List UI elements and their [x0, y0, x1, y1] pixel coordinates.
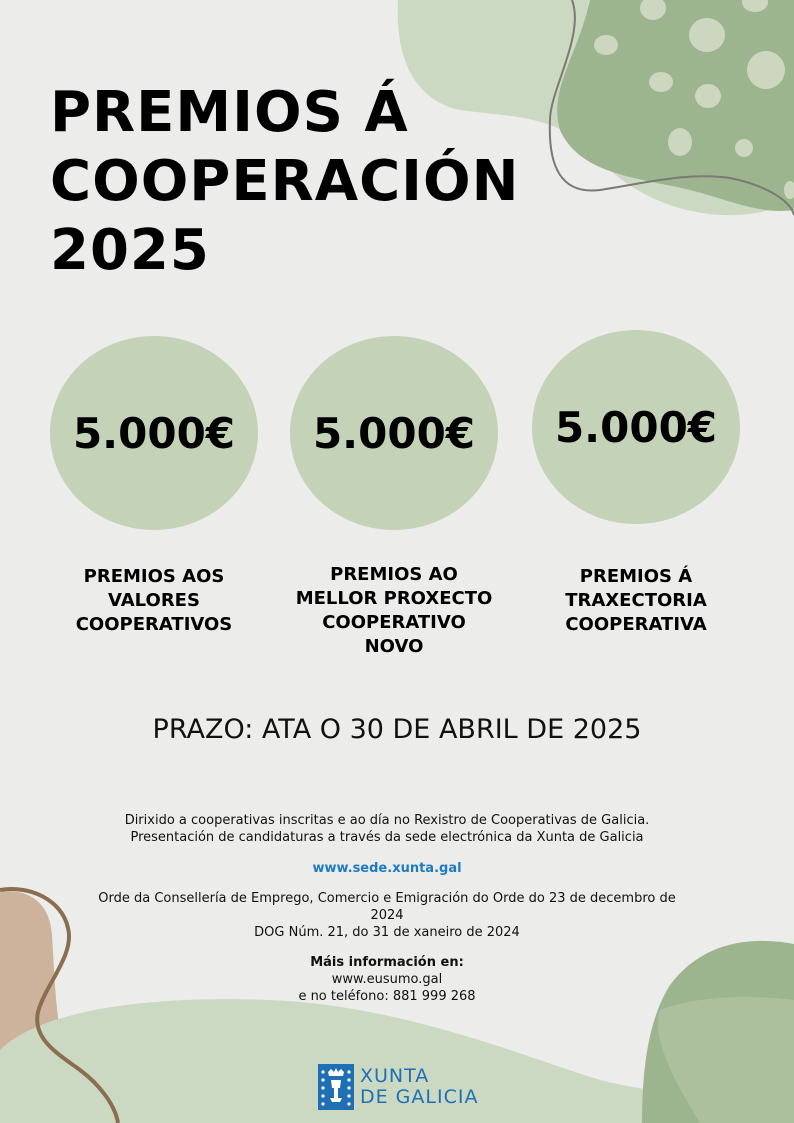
award-3-label	[516, 565, 756, 637]
xunta-logo-text	[360, 1066, 478, 1108]
award-2-label-line: NOVO	[364, 636, 424, 657]
award-3-label-line: COOPERATIVA	[565, 614, 707, 635]
award-1-label-line: PREMIOS AOS	[83, 566, 225, 587]
award-2-label-line: MELLOR PROXECTO	[295, 588, 493, 609]
award-2-label-line: COOPERATIVO	[322, 612, 466, 633]
more-info-heading: Máis información en:	[310, 955, 464, 970]
award-2-label	[274, 563, 514, 659]
sede-link[interactable]: www.sede.xunta.gal	[312, 861, 462, 876]
award-3-amount: 5.000€	[554, 402, 718, 452]
more-info-web: www.eusumo.gal	[331, 972, 443, 987]
award-2-label-line: PREMIOS AO	[330, 564, 458, 585]
award-3-label-line: TRAXECTORIA	[565, 590, 707, 611]
award-3-amount-circle	[532, 330, 740, 524]
award-1-amount-circle	[50, 336, 258, 530]
logo-line-1: XUNTA	[360, 1065, 430, 1087]
title-line-2: COOPERACIÓN	[50, 149, 520, 214]
more-info	[70, 954, 704, 1005]
award-3-label-line: PREMIOS Á	[579, 566, 693, 587]
order-reference	[70, 890, 704, 941]
title-line-3: 2025	[50, 218, 210, 283]
deadline-text: PRAZO: ATA O 30 DE ABRIL DE 2025	[152, 714, 642, 745]
award-1-label	[34, 565, 274, 637]
more-info-phone: e no teléfono: 881 999 268	[298, 989, 476, 1004]
top-right-dark-blob	[557, 0, 794, 211]
eligibility-text	[70, 812, 704, 846]
title-line-1: PREMIOS Á	[50, 80, 409, 145]
eligibility-line-2: Presentación de candidaturas a través da sede electrónica da Xunta de Galicia	[130, 830, 644, 845]
award-1-label-line: VALORES	[108, 590, 200, 611]
award-2-amount: 5.000€	[312, 408, 476, 458]
page-title	[50, 78, 519, 285]
order-line-1: Orde da Consellería de Emprego, Comercio e Emigración do Orde do 23 de decembro de	[98, 891, 676, 906]
logo-line-2: DE GALICIA	[360, 1086, 479, 1108]
eligibility-line-1: Dirixido a cooperativas inscritas e ao día no Rexistro de Cooperativas de Galicia.	[124, 813, 650, 828]
order-line-3: DOG Núm. 21, do 31 de xaneiro de 2024	[254, 925, 520, 940]
award-1-amount: 5.000€	[72, 408, 236, 458]
order-line-2: 2024	[370, 908, 404, 923]
award-2-amount-circle	[290, 336, 498, 530]
xunta-coat-of-arms-icon	[318, 1064, 354, 1110]
award-1-label-line: COOPERATIVOS	[75, 614, 233, 635]
xunta-logo	[318, 1064, 478, 1110]
